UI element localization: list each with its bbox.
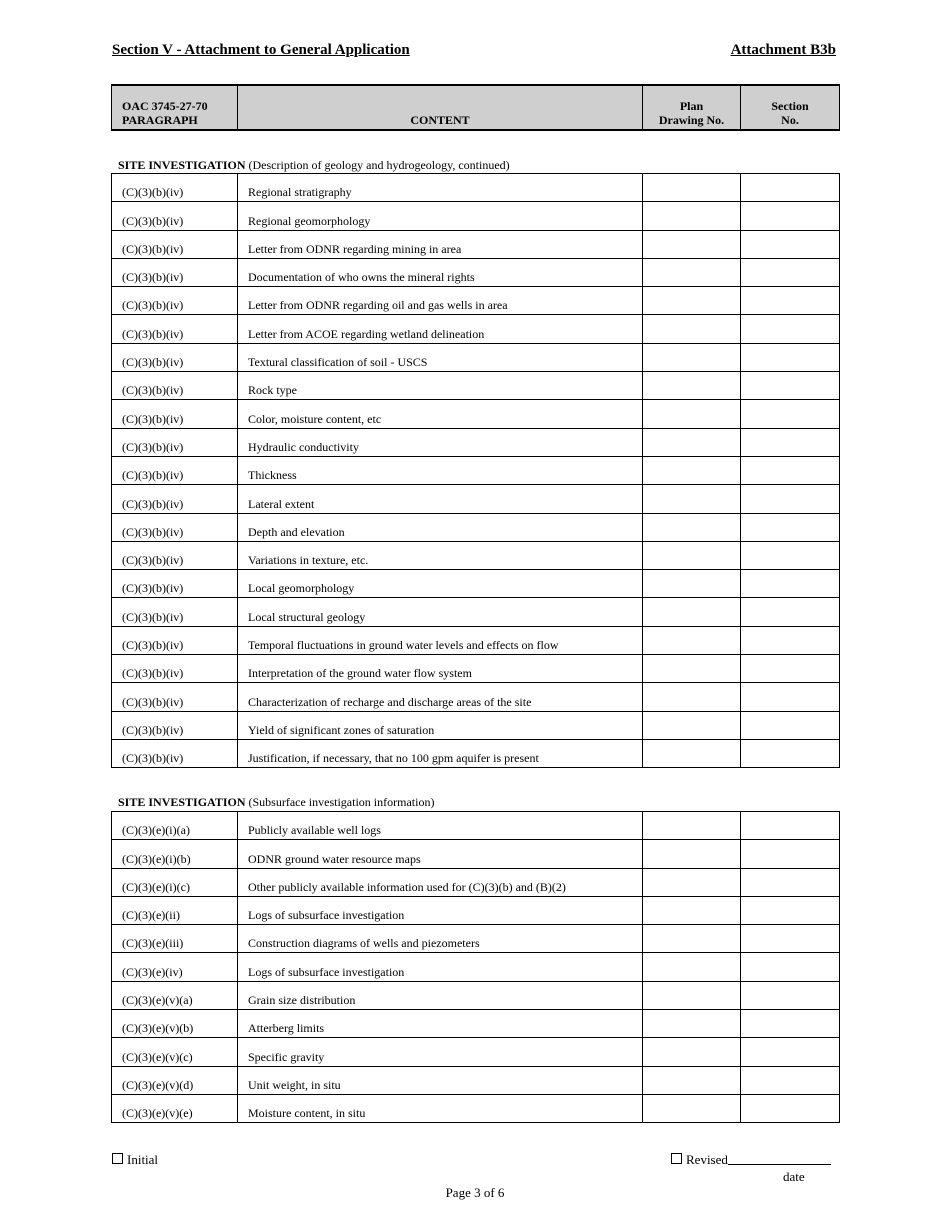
initial-checkbox[interactable] bbox=[112, 1153, 123, 1164]
section-no-cell[interactable] bbox=[741, 1094, 840, 1122]
table-row bbox=[112, 428, 840, 456]
table-row bbox=[112, 315, 840, 343]
table-row bbox=[112, 287, 840, 315]
table-row bbox=[112, 456, 840, 484]
section-no-cell[interactable] bbox=[741, 1066, 840, 1094]
paragraph-cell: (C)(3)(e)(i)(a) bbox=[112, 812, 238, 840]
section-no-cell[interactable] bbox=[741, 953, 840, 981]
paragraph-cell: (C)(3)(e)(i)(c) bbox=[112, 868, 238, 896]
content-cell: Temporal fluctuations in ground water levels and effects on flow bbox=[238, 626, 643, 654]
section-no-cell[interactable] bbox=[741, 1038, 840, 1066]
revised-checkbox-group[interactable] bbox=[671, 1152, 831, 1168]
table-row bbox=[112, 202, 840, 230]
section-no-cell[interactable] bbox=[741, 711, 840, 739]
plan-drawing-cell[interactable] bbox=[643, 202, 741, 230]
section-no-cell[interactable] bbox=[741, 981, 840, 1009]
plan-drawing-cell[interactable] bbox=[643, 1066, 741, 1094]
section-no-cell[interactable] bbox=[741, 683, 840, 711]
plan-drawing-cell[interactable] bbox=[643, 513, 741, 541]
section1-table bbox=[111, 173, 840, 768]
plan-drawing-cell[interactable] bbox=[643, 868, 741, 896]
paragraph-cell: (C)(3)(b)(iv) bbox=[112, 485, 238, 513]
table-row bbox=[112, 230, 840, 258]
table-row bbox=[112, 372, 840, 400]
table-row bbox=[112, 925, 840, 953]
table-row bbox=[112, 655, 840, 683]
section-no-cell[interactable] bbox=[741, 343, 840, 371]
table-row bbox=[112, 953, 840, 981]
content-cell: Moisture content, in situ bbox=[238, 1094, 643, 1122]
paragraph-cell: (C)(3)(b)(iv) bbox=[112, 626, 238, 654]
column-header-table bbox=[111, 84, 840, 131]
section-no-cell[interactable] bbox=[741, 258, 840, 286]
paragraph-cell: (C)(3)(b)(iv) bbox=[112, 513, 238, 541]
table-row bbox=[112, 812, 840, 840]
section-no-cell[interactable] bbox=[741, 372, 840, 400]
plan-drawing-cell[interactable] bbox=[643, 655, 741, 683]
section2-title: SITE INVESTIGATION (Subsurface investigation information) bbox=[118, 795, 435, 809]
paragraph-cell: (C)(3)(e)(i)(b) bbox=[112, 840, 238, 868]
plan-drawing-cell[interactable] bbox=[643, 485, 741, 513]
paragraph-cell: (C)(3)(e)(iii) bbox=[112, 925, 238, 953]
table-row bbox=[112, 513, 840, 541]
content-cell: Lateral extent bbox=[238, 485, 643, 513]
section-no-cell[interactable] bbox=[741, 287, 840, 315]
plan-drawing-cell[interactable] bbox=[643, 683, 741, 711]
section-no-cell[interactable] bbox=[741, 202, 840, 230]
content-cell: Construction diagrams of wells and piezometers bbox=[238, 925, 643, 953]
plan-drawing-cell[interactable] bbox=[643, 1010, 741, 1038]
plan-drawing-cell[interactable] bbox=[643, 1094, 741, 1122]
content-cell: Justification, if necessary, that no 100 gpm aquifer is present bbox=[238, 739, 643, 767]
attachment-label: Attachment B3b bbox=[730, 42, 836, 58]
paragraph-cell: (C)(3)(e)(iv) bbox=[112, 953, 238, 981]
section-no-cell[interactable] bbox=[741, 739, 840, 767]
plan-drawing-cell[interactable] bbox=[643, 570, 741, 598]
content-cell: Color, moisture content, etc bbox=[238, 400, 643, 428]
section-no-cell[interactable] bbox=[741, 925, 840, 953]
plan-drawing-cell[interactable] bbox=[643, 287, 741, 315]
table-row bbox=[112, 1066, 840, 1094]
plan-drawing-cell[interactable] bbox=[643, 981, 741, 1009]
section-no-cell[interactable] bbox=[741, 570, 840, 598]
content-cell: Interpretation of the ground water flow system bbox=[238, 655, 643, 683]
content-cell: Other publicly available information used for (C)(3)(b) and (B)(2) bbox=[238, 868, 643, 896]
initial-checkbox-group[interactable] bbox=[112, 1152, 158, 1168]
paragraph-cell: (C)(3)(e)(v)(a) bbox=[112, 981, 238, 1009]
section-no-cell[interactable] bbox=[741, 456, 840, 484]
paragraph-cell: (C)(3)(b)(iv) bbox=[112, 739, 238, 767]
table-row bbox=[112, 840, 840, 868]
plan-drawing-cell[interactable] bbox=[643, 174, 741, 202]
table-row bbox=[112, 598, 840, 626]
content-cell: Characterization of recharge and discharge areas of the site bbox=[238, 683, 643, 711]
content-cell: Grain size distribution bbox=[238, 981, 643, 1009]
paragraph-cell: (C)(3)(b)(iv) bbox=[112, 456, 238, 484]
table-row bbox=[112, 541, 840, 569]
content-cell: ODNR ground water resource maps bbox=[238, 840, 643, 868]
content-cell: Thickness bbox=[238, 456, 643, 484]
section-no-cell[interactable] bbox=[741, 896, 840, 924]
table-row bbox=[112, 400, 840, 428]
table-row bbox=[112, 258, 840, 286]
plan-drawing-cell[interactable] bbox=[643, 343, 741, 371]
revised-label: Revised bbox=[686, 1152, 728, 1167]
plan-drawing-cell[interactable] bbox=[643, 739, 741, 767]
table-row bbox=[112, 868, 840, 896]
plan-drawing-cell[interactable] bbox=[643, 1038, 741, 1066]
table-row bbox=[112, 683, 840, 711]
paragraph-cell: (C)(3)(b)(iv) bbox=[112, 230, 238, 258]
paragraph-cell: (C)(3)(b)(iv) bbox=[112, 400, 238, 428]
content-cell: Regional geomorphology bbox=[238, 202, 643, 230]
plan-drawing-cell[interactable] bbox=[643, 925, 741, 953]
section-no-cell[interactable] bbox=[741, 598, 840, 626]
table-row bbox=[112, 485, 840, 513]
table-row bbox=[112, 896, 840, 924]
plan-drawing-cell[interactable] bbox=[643, 840, 741, 868]
section-no-cell[interactable] bbox=[741, 174, 840, 202]
content-cell: Regional stratigraphy bbox=[238, 174, 643, 202]
header-paragraph: OAC 3745-27-70 PARAGRAPH bbox=[112, 85, 238, 130]
paragraph-cell: (C)(3)(b)(iv) bbox=[112, 258, 238, 286]
section-no-cell[interactable] bbox=[741, 541, 840, 569]
section-no-cell[interactable] bbox=[741, 428, 840, 456]
paragraph-cell: (C)(3)(b)(iv) bbox=[112, 655, 238, 683]
section-no-cell[interactable] bbox=[741, 400, 840, 428]
table-row bbox=[112, 1094, 840, 1122]
paragraph-cell: (C)(3)(b)(iv) bbox=[112, 287, 238, 315]
section-no-cell[interactable] bbox=[741, 840, 840, 868]
paragraph-cell: (C)(3)(e)(ii) bbox=[112, 896, 238, 924]
paragraph-cell: (C)(3)(b)(iv) bbox=[112, 315, 238, 343]
content-cell: Local structural geology bbox=[238, 598, 643, 626]
plan-drawing-cell[interactable] bbox=[643, 598, 741, 626]
content-cell: Documentation of who owns the mineral rights bbox=[238, 258, 643, 286]
content-cell: Atterberg limits bbox=[238, 1010, 643, 1038]
plan-drawing-cell[interactable] bbox=[643, 626, 741, 654]
content-cell: Depth and elevation bbox=[238, 513, 643, 541]
date-label: date bbox=[783, 1169, 805, 1184]
page-header bbox=[112, 42, 836, 59]
section-no-cell[interactable] bbox=[741, 1010, 840, 1038]
plan-drawing-cell[interactable] bbox=[643, 258, 741, 286]
section-no-cell[interactable] bbox=[741, 230, 840, 258]
content-cell: Local geomorphology bbox=[238, 570, 643, 598]
plan-drawing-cell[interactable] bbox=[643, 896, 741, 924]
plan-drawing-cell[interactable] bbox=[643, 541, 741, 569]
paragraph-cell: (C)(3)(e)(v)(b) bbox=[112, 1010, 238, 1038]
plan-drawing-cell[interactable] bbox=[643, 428, 741, 456]
table-row bbox=[112, 174, 840, 202]
content-cell: Rock type bbox=[238, 372, 643, 400]
plan-drawing-cell[interactable] bbox=[643, 400, 741, 428]
paragraph-cell: (C)(3)(b)(iv) bbox=[112, 711, 238, 739]
paragraph-cell: (C)(3)(b)(iv) bbox=[112, 598, 238, 626]
table-row bbox=[112, 1010, 840, 1038]
section-no-cell[interactable] bbox=[741, 655, 840, 683]
plan-drawing-cell[interactable] bbox=[643, 711, 741, 739]
section-no-cell[interactable] bbox=[741, 626, 840, 654]
paragraph-cell: (C)(3)(b)(iv) bbox=[112, 372, 238, 400]
section-no-cell[interactable] bbox=[741, 513, 840, 541]
content-cell: Hydraulic conductivity bbox=[238, 428, 643, 456]
section1-title: SITE INVESTIGATION (Description of geology and hydrogeology, continued) bbox=[118, 158, 510, 172]
content-cell: Publicly available well logs bbox=[238, 812, 643, 840]
plan-drawing-cell[interactable] bbox=[643, 953, 741, 981]
section-title: Section V - Attachment to General Application bbox=[112, 42, 410, 58]
paragraph-cell: (C)(3)(e)(v)(c) bbox=[112, 1038, 238, 1066]
content-cell: Logs of subsurface investigation bbox=[238, 953, 643, 981]
content-cell: Variations in texture, etc. bbox=[238, 541, 643, 569]
plan-drawing-cell[interactable] bbox=[643, 456, 741, 484]
paragraph-cell: (C)(3)(b)(iv) bbox=[112, 202, 238, 230]
section-no-cell[interactable] bbox=[741, 315, 840, 343]
paragraph-cell: (C)(3)(e)(v)(e) bbox=[112, 1094, 238, 1122]
revised-date-line[interactable] bbox=[728, 1164, 831, 1165]
content-cell: Unit weight, in situ bbox=[238, 1066, 643, 1094]
table-row bbox=[112, 343, 840, 371]
content-cell: Letter from ODNR regarding oil and gas wells in area bbox=[238, 287, 643, 315]
table-row bbox=[112, 739, 840, 767]
paragraph-cell: (C)(3)(b)(iv) bbox=[112, 343, 238, 371]
table-row bbox=[112, 711, 840, 739]
plan-drawing-cell[interactable] bbox=[643, 812, 741, 840]
section-no-cell[interactable] bbox=[741, 485, 840, 513]
table-row bbox=[112, 570, 840, 598]
content-cell: Yield of significant zones of saturation bbox=[238, 711, 643, 739]
plan-drawing-cell[interactable] bbox=[643, 372, 741, 400]
table-row bbox=[112, 981, 840, 1009]
content-cell: Specific gravity bbox=[238, 1038, 643, 1066]
revised-checkbox[interactable] bbox=[671, 1153, 682, 1164]
header-section-no: Section No. bbox=[741, 85, 840, 130]
content-cell: Letter from ODNR regarding mining in area bbox=[238, 230, 643, 258]
content-cell: Letter from ACOE regarding wetland delineation bbox=[238, 315, 643, 343]
table-row bbox=[112, 626, 840, 654]
paragraph-cell: (C)(3)(e)(v)(d) bbox=[112, 1066, 238, 1094]
header-plan-drawing: Plan Drawing No. bbox=[643, 85, 741, 130]
content-cell: Textural classification of soil - USCS bbox=[238, 343, 643, 371]
paragraph-cell: (C)(3)(b)(iv) bbox=[112, 541, 238, 569]
section-no-cell[interactable] bbox=[741, 812, 840, 840]
table-row bbox=[112, 1038, 840, 1066]
section2-table bbox=[111, 811, 840, 1123]
paragraph-cell: (C)(3)(b)(iv) bbox=[112, 174, 238, 202]
paragraph-cell: (C)(3)(b)(iv) bbox=[112, 428, 238, 456]
section-no-cell[interactable] bbox=[741, 868, 840, 896]
paragraph-cell: (C)(3)(b)(iv) bbox=[112, 683, 238, 711]
page-number: Page 3 of 6 bbox=[445, 1185, 505, 1200]
initial-label: Initial bbox=[127, 1152, 159, 1167]
paragraph-cell: (C)(3)(b)(iv) bbox=[112, 570, 238, 598]
content-cell: Logs of subsurface investigation bbox=[238, 896, 643, 924]
header-content: CONTENT bbox=[238, 85, 643, 130]
plan-drawing-cell[interactable] bbox=[643, 315, 741, 343]
plan-drawing-cell[interactable] bbox=[643, 230, 741, 258]
